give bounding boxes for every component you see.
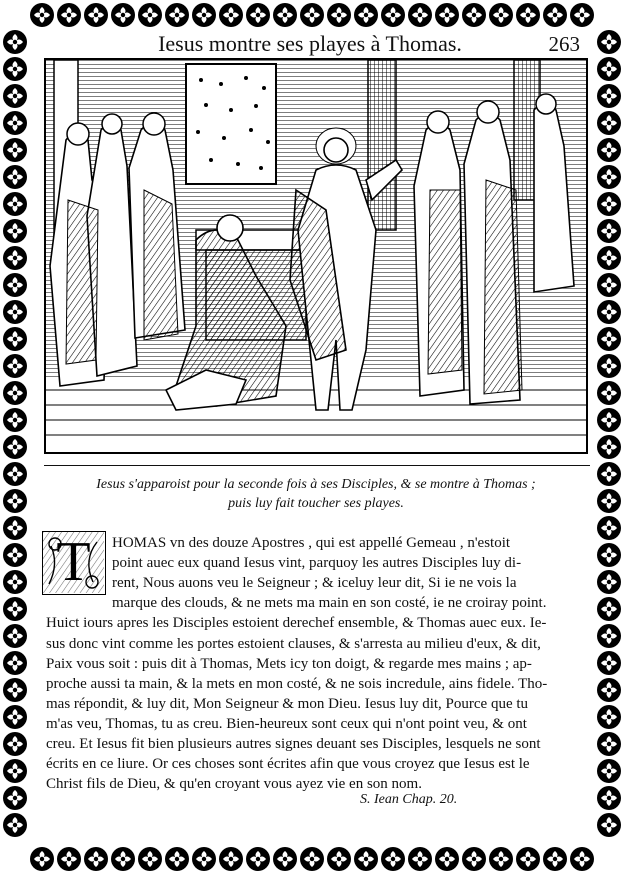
border-fleuron: [543, 847, 567, 871]
border-fleuron: [597, 462, 621, 486]
border-fleuron: [597, 678, 621, 702]
woodcut-illustration: [44, 58, 588, 454]
border-fleuron: [597, 732, 621, 756]
border-fleuron: [570, 3, 594, 27]
border-fleuron: [3, 57, 27, 81]
border-fleuron: [435, 847, 459, 871]
border-fleuron: [3, 624, 27, 648]
page-title: Iesus montre ses playes à Thomas.: [158, 31, 462, 56]
border-fleuron: [3, 786, 27, 810]
drop-cap-letter: T: [56, 531, 91, 593]
border-fleuron: [354, 3, 378, 27]
border-fleuron: [597, 624, 621, 648]
border-fleuron: [597, 138, 621, 162]
border-fleuron: [597, 246, 621, 270]
border-fleuron: [597, 435, 621, 459]
border-fleuron: [3, 597, 27, 621]
border-fleuron: [597, 516, 621, 540]
border-fleuron: [597, 597, 621, 621]
border-fleuron: [3, 435, 27, 459]
border-fleuron: [300, 847, 324, 871]
border-fleuron: [489, 3, 513, 27]
border-fleuron: [3, 246, 27, 270]
body-line: rent, Nous auons veu le Seigneur ; & iceluy leur dit, Si ie ne vois la: [112, 575, 517, 592]
body-line: sus donc vint comme les portes estoient clauses, & s'arresta au milieu d'eux, & dit,: [46, 635, 541, 652]
border-fleuron: [246, 847, 270, 871]
body-line: point auec eux quand Iesus vint, parquoy les autres Disciples luy di-: [112, 555, 522, 572]
body-line: HOMAS vn des douze Apostres , qui est appellé Gemeau , n'estoit: [112, 535, 511, 551]
border-fleuron: [111, 3, 135, 27]
border-fleuron: [30, 3, 54, 27]
body-line: creu. Et Iesus fit bien plusieurs autres signes deuant ses Disciples, lesquels ne sont: [46, 736, 541, 752]
border-fleuron: [597, 84, 621, 108]
caption-rule: [44, 465, 590, 466]
border-fleuron: [3, 651, 27, 675]
woodcut-scene: [46, 60, 586, 452]
border-fleuron: [516, 3, 540, 27]
ornamental-border-right: [594, 0, 624, 874]
border-fleuron: [3, 813, 27, 837]
border-fleuron: [3, 192, 27, 216]
border-fleuron: [381, 3, 405, 27]
border-fleuron: [246, 3, 270, 27]
border-fleuron: [192, 3, 216, 27]
border-fleuron: [3, 489, 27, 513]
border-fleuron: [3, 408, 27, 432]
border-fleuron: [3, 300, 27, 324]
border-fleuron: [300, 3, 324, 27]
body-line: Huict iours apres les Disciples estoient derechef ensemble, & Thomas auec eux. Ie-: [46, 615, 547, 632]
scripture-reference: S. Iean Chap. 20.: [360, 792, 458, 807]
body-line: mas répondit, & luy dit, Mon Seigneur & mon Dieu. Iesus luy dit, Pource que tu: [46, 695, 529, 712]
border-fleuron: [165, 847, 189, 871]
border-fleuron: [3, 327, 27, 351]
border-fleuron: [3, 516, 27, 540]
body-line: Christ fils de Dieu, & qu'en croyant vous ayez vie en son nom.: [46, 776, 422, 793]
border-fleuron: [3, 543, 27, 567]
border-fleuron: [57, 3, 81, 27]
border-fleuron: [597, 273, 621, 297]
body-line: marque des clouds, & ne mets ma main en son costé, ie ne croiray point.: [112, 595, 547, 612]
border-fleuron: [3, 462, 27, 486]
ornamental-border-bottom: [0, 844, 624, 874]
body-line: écrits en ce liure. Or ces choses sont écrites afin que vous croyez que Iesus est le: [46, 756, 530, 773]
border-fleuron: [516, 847, 540, 871]
border-fleuron: [597, 705, 621, 729]
border-fleuron: [327, 847, 351, 871]
border-fleuron: [273, 3, 297, 27]
border-fleuron: [3, 165, 27, 189]
border-fleuron: [3, 138, 27, 162]
border-fleuron: [57, 847, 81, 871]
border-fleuron: [597, 651, 621, 675]
border-fleuron: [597, 192, 621, 216]
illustration-caption: [46, 475, 586, 513]
border-fleuron: [138, 847, 162, 871]
border-fleuron: [3, 84, 27, 108]
border-fleuron: [489, 847, 513, 871]
border-fleuron: [597, 327, 621, 351]
border-fleuron: [138, 3, 162, 27]
border-fleuron: [408, 847, 432, 871]
border-fleuron: [3, 30, 27, 54]
border-fleuron: [597, 543, 621, 567]
caption-line-2: puis luy fait toucher ses playes.: [228, 496, 404, 511]
caption-line-1: Iesus s'apparoist pour la seconde fois à ses Disciples, & se montre à Thomas ;: [96, 477, 536, 492]
drop-cap-ornament: [42, 531, 106, 595]
border-fleuron: [597, 300, 621, 324]
page-number: 263: [548, 32, 580, 56]
border-fleuron: [462, 3, 486, 27]
border-fleuron: [597, 354, 621, 378]
border-fleuron: [273, 847, 297, 871]
border-fleuron: [597, 813, 621, 837]
border-fleuron: [597, 570, 621, 594]
ornamental-border-left: [0, 0, 30, 874]
border-fleuron: [3, 678, 27, 702]
border-fleuron: [435, 3, 459, 27]
border-fleuron: [3, 111, 27, 135]
border-fleuron: [111, 847, 135, 871]
border-fleuron: [3, 705, 27, 729]
border-fleuron: [543, 3, 567, 27]
border-fleuron: [597, 381, 621, 405]
border-fleuron: [597, 111, 621, 135]
border-fleuron: [597, 759, 621, 783]
body-line: proche aussi ta main, & la mets en mon costé, & ne sois incredule, ains fidele. Tho-: [46, 675, 548, 692]
border-fleuron: [3, 354, 27, 378]
border-fleuron: [597, 219, 621, 243]
border-fleuron: [408, 3, 432, 27]
border-fleuron: [3, 759, 27, 783]
border-fleuron: [597, 489, 621, 513]
body-line: Paix vous soit : puis dit à Thomas, Mets icy ton doigt, & regarde mes mains ; ap-: [46, 655, 532, 672]
border-fleuron: [165, 3, 189, 27]
border-fleuron: [192, 847, 216, 871]
border-fleuron: [3, 570, 27, 594]
border-fleuron: [219, 3, 243, 27]
body-line: m'as veu, Thomas, tu as creu. Bien-heureux sont ceux qui n'ont point veu, & ont: [46, 715, 527, 732]
border-fleuron: [219, 847, 243, 871]
border-fleuron: [597, 408, 621, 432]
border-fleuron: [3, 381, 27, 405]
ornamental-border-top: [0, 0, 624, 30]
border-fleuron: [3, 219, 27, 243]
border-fleuron: [462, 847, 486, 871]
border-fleuron: [354, 847, 378, 871]
border-fleuron: [84, 847, 108, 871]
border-fleuron: [84, 3, 108, 27]
border-fleuron: [597, 165, 621, 189]
border-fleuron: [597, 30, 621, 54]
border-fleuron: [3, 273, 27, 297]
border-fleuron: [3, 732, 27, 756]
border-fleuron: [30, 847, 54, 871]
border-fleuron: [597, 57, 621, 81]
border-fleuron: [381, 847, 405, 871]
border-fleuron: [327, 3, 351, 27]
border-fleuron: [570, 847, 594, 871]
border-fleuron: [597, 786, 621, 810]
